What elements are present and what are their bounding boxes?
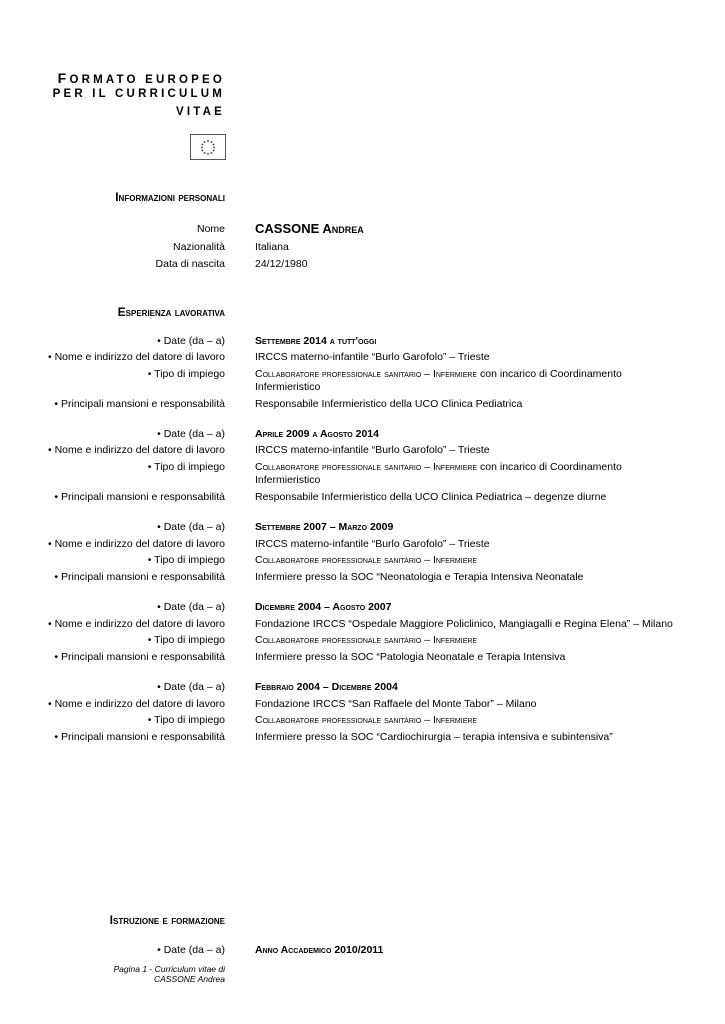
page-number: 1: [142, 964, 148, 974]
entry-employer: IRCCS materno-infantile “Burlo Garofolo” – Trieste: [255, 538, 490, 550]
cv-title-line-2: PER IL CURRICULUM: [52, 88, 225, 100]
label-employer: • Nome e indirizzo del datore di lavoro: [47, 618, 225, 630]
entry-date: Settembre 2014 a tutt'oggi: [255, 335, 377, 347]
label-employer: • Nome e indirizzo del datore di lavoro: [47, 538, 225, 550]
field-value-name: CASSONE Andrea: [255, 221, 364, 236]
entry-duties: Infermiere presso la SOC “Neonatologia e Terapia Intensiva Neonatale: [255, 571, 584, 583]
cv-title-line-1: FORMATO EUROPEO: [57, 70, 225, 86]
entry-type: Collaboratore professionale sanitario – Infermiere con incarico di Coordinamento Infermieristico: [255, 461, 622, 486]
field-label-birthdate: Data di nascita: [155, 258, 225, 270]
label-type: • Tipo di impiego: [147, 714, 225, 726]
education-date: Anno Accademico 2010/2011: [255, 944, 384, 956]
entry-employer: Fondazione IRCCS “Ospedale Maggiore Policlinico, Mangiagalli e Regina Elena” – Milano: [255, 618, 673, 630]
label-duties: • Principali mansioni e responsabilità: [54, 398, 225, 410]
label-duties: • Principali mansioni e responsabilità: [54, 731, 225, 743]
entry-type: Collaboratore professionale sanitario – Infermiere: [255, 634, 478, 646]
label-date: • Date (da – a): [157, 428, 225, 440]
field-value-birthdate: 24/12/1980: [255, 258, 308, 270]
section-title-experience: Esperienza lavorativa: [117, 305, 225, 319]
label-duties: • Principali mansioni e responsabilità: [54, 571, 225, 583]
entry-employer: IRCCS materno-infantile “Burlo Garofolo” – Trieste: [255, 444, 490, 456]
entry-date: Febbraio 2004 – Dicembre 2004: [255, 681, 398, 693]
section-title-personal: Informazioni personali: [115, 190, 225, 204]
entry-type: Collaboratore professionale sanitario – Infermiere con incarico di Coordinamento Infermieristico: [255, 368, 622, 393]
label-employer: • Nome e indirizzo del datore di lavoro: [47, 444, 225, 456]
entry-type: Collaboratore professionale sanitario – Infermiere: [255, 714, 478, 726]
label-date: • Date (da – a): [157, 681, 225, 693]
field-label-nationality: Nazionalità: [173, 241, 225, 253]
cv-title-line-3: VITAE: [175, 106, 225, 118]
section-title-education: Istruzione e formazione: [109, 913, 225, 927]
entry-duties: Responsabile Infermieristico della UCO Clinica Pediatrica: [255, 398, 523, 410]
field-value-nationality: Italiana: [255, 241, 289, 253]
entry-date: Settembre 2007 – Marzo 2009: [255, 521, 394, 533]
cv-title-initial: F: [57, 70, 70, 86]
label-duties: • Principali mansioni e responsabilità: [54, 491, 225, 503]
label-date: • Date (da – a): [157, 521, 225, 533]
entry-duties: Infermiere presso la SOC “Patologia Neonatale e Terapia Intensiva: [255, 651, 566, 663]
page-footer: [113, 964, 225, 982]
entry-duties: Infermiere presso la SOC “Cardiochirurgia – terapia intensiva e subintensiva”: [255, 731, 613, 743]
field-label-name: Nome: [196, 223, 225, 235]
label-employer: • Nome e indirizzo del datore di lavoro: [47, 698, 225, 710]
eu-flag-icon: [190, 134, 226, 160]
label-employer: • Nome e indirizzo del datore di lavoro: [47, 351, 225, 363]
label-type: • Tipo di impiego: [147, 634, 225, 646]
footer-line-1: Pagina 1 - Curriculum vitae di: [113, 964, 225, 974]
label-type: • Tipo di impiego: [147, 554, 225, 566]
label-duties: • Principali mansioni e responsabilità: [54, 651, 225, 663]
entry-date: Aprile 2009 a Agosto 2014: [255, 428, 379, 440]
footer-line-2: CASSONE Andrea: [153, 974, 225, 982]
label-type: • Tipo di impiego: [147, 461, 225, 473]
entry-duties: Responsabile Infermieristico della UCO Clinica Pediatrica – degenze diurne: [255, 491, 607, 503]
entry-employer: Fondazione IRCCS “San Raffaele del Monte Tabor” – Milano: [255, 698, 537, 710]
label-type: • Tipo di impiego: [147, 368, 225, 380]
entry-employer: IRCCS materno-infantile “Burlo Garofolo” – Trieste: [255, 351, 490, 363]
entry-type: Collaboratore professionale sanitario – Infermiere: [255, 554, 478, 566]
label-date: • Date (da – a): [157, 944, 225, 956]
label-date: • Date (da – a): [157, 335, 225, 347]
entry-date: Dicembre 2004 – Agosto 2007: [255, 601, 392, 613]
label-date: • Date (da – a): [157, 601, 225, 613]
